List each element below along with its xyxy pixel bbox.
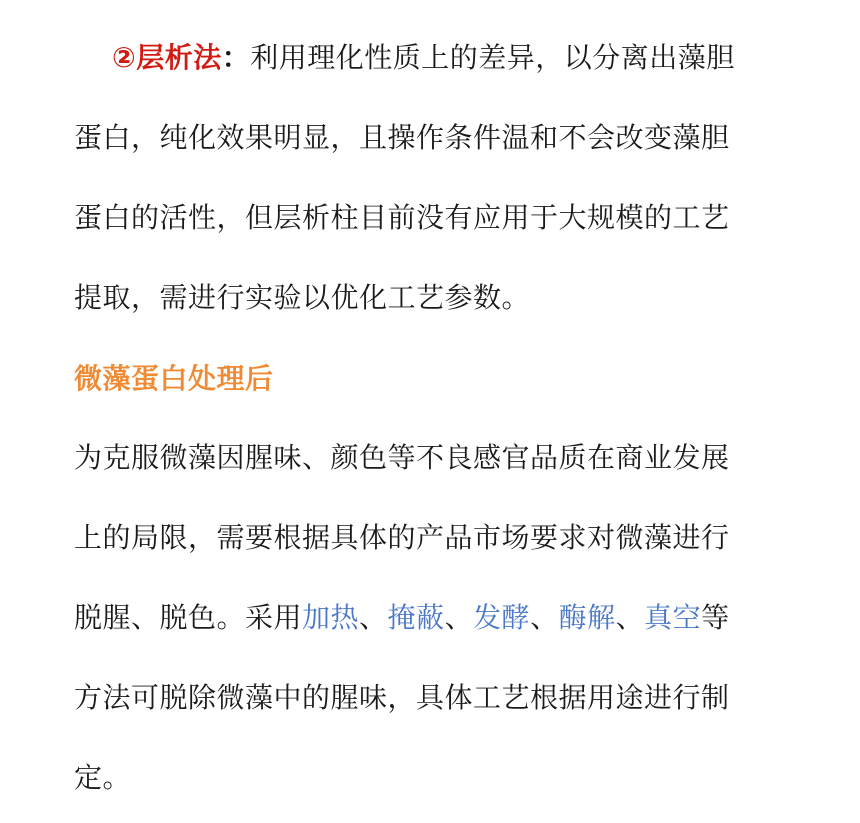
paragraph-line: 蛋白的活性，但层析柱目前没有应用于大规模的工艺 <box>74 201 730 234</box>
paragraph-line: 方法可脱除微藻中的腥味，具体工艺根据用途进行制 <box>74 681 730 714</box>
method-vacuum: 真空 <box>644 601 702 634</box>
paragraph-line: 蛋白，纯化效果明显，且操作条件温和不会改变藻胆 <box>74 121 730 154</box>
separator: 、 <box>444 601 474 634</box>
method-enzymolysis: 酶解 <box>558 601 616 634</box>
method-heating: 加热 <box>302 601 360 634</box>
method-masking: 掩蔽 <box>387 601 445 634</box>
paragraph-line: 为克服微藻因腥味、颜色等不良感官品质在商业发展 <box>74 441 730 474</box>
method-label: ②层析法 <box>112 41 222 74</box>
paragraph-text: 利用理化性质上的差异，以分离出藻胆 <box>250 41 735 74</box>
paragraph-line: 定。 <box>74 761 132 794</box>
separator: 、 <box>359 601 388 634</box>
separator: 、 <box>615 601 645 634</box>
paragraph-text: 脱腥、脱色。采用 <box>74 601 303 634</box>
paragraph-line: 提取，需进行实验以优化工艺参数。 <box>74 281 531 314</box>
section-heading: 微藻蛋白处理后 <box>74 362 274 395</box>
paragraph-line <box>74 598 730 638</box>
paragraph-line: 上的局限，需要根据具体的产品市场要求对微藻进行 <box>74 521 730 554</box>
method-fermentation: 发酵 <box>473 601 531 634</box>
paragraph-text: 等 <box>701 601 730 634</box>
paragraph-line <box>112 38 735 78</box>
label-colon: ： <box>221 41 251 74</box>
separator: 、 <box>530 601 559 634</box>
